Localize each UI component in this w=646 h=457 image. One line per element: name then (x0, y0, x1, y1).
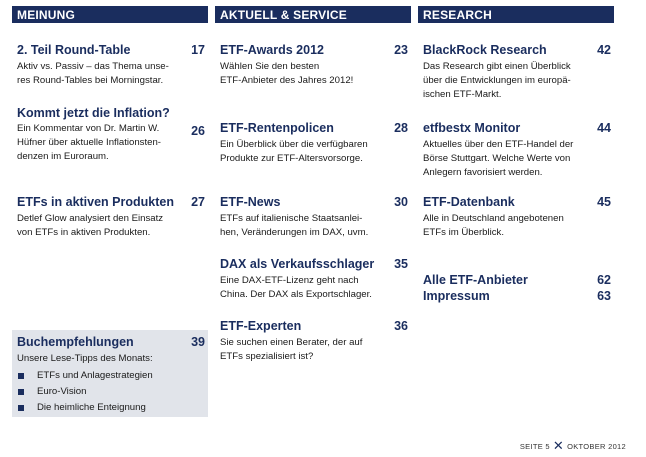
description-line: Aktuelles über den ETF-Handel der (423, 139, 574, 150)
toc-entry[interactable] (220, 120, 408, 166)
description-line: Das Research gibt einen Überblick (423, 61, 571, 72)
entry-page-number[interactable]: 17 (191, 43, 205, 57)
entry-description (17, 122, 205, 165)
entry-page-number[interactable]: 36 (394, 319, 408, 333)
toc-entry[interactable] (220, 256, 408, 302)
description-line: Ein Kommentar von Dr. Martin W. (17, 123, 160, 134)
entry-description (220, 60, 408, 88)
description-line: Wählen Sie den besten (220, 61, 320, 72)
list-item (17, 384, 205, 400)
entry-description (423, 60, 611, 103)
description-line: Detlef Glow analysiert den Einsatz (17, 213, 164, 224)
toc-entry[interactable] (17, 42, 205, 88)
description-line: ischen ETF-Markt. (423, 89, 502, 101)
description-line: Unsere Lese-Tipps des Monats: (17, 353, 153, 364)
book-title: Euro-Vision (37, 386, 87, 398)
square-bullet-icon (18, 389, 24, 395)
entry-title[interactable]: ETFs in aktiven Produkten (17, 195, 174, 209)
page-footer (519, 438, 626, 453)
description-line: Börse Stuttgart. Welche Werte von (423, 153, 571, 165)
entry-description (423, 138, 611, 181)
entry-title[interactable]: Impressum (423, 289, 490, 303)
description-line: denzen im Euroraum. (17, 151, 109, 163)
column-aktuell-service (215, 6, 411, 363)
description-line: ETF-Anbieter des Jahres 2012! (220, 75, 354, 87)
toc-entry[interactable] (17, 334, 205, 416)
entry-page-number[interactable]: 28 (394, 121, 408, 135)
list-item (17, 368, 205, 384)
entry-title[interactable]: ETF-Awards 2012 (220, 43, 324, 57)
column-research (418, 6, 614, 303)
description-line: Hüfner über aktuelle Inflationsten- (17, 137, 161, 149)
description-line: Aktiv vs. Passiv – das Thema unse- (17, 61, 169, 72)
entry-title[interactable]: ETF-Datenbank (423, 195, 515, 209)
description-line: res Round-Tables bei Morningstar. (17, 75, 164, 87)
column-header-research: RESEARCH (418, 6, 614, 23)
description-line: ETFs auf italienische Staatsanlei- (220, 213, 363, 224)
books-intro (17, 352, 205, 366)
description-line: Anlegern favorisiert werden. (423, 167, 543, 179)
description-line: Alle in Deutschland angebotenen (423, 213, 564, 224)
toc-entry[interactable] (423, 288, 611, 304)
description-line: Sie suchen einen Berater, der auf (220, 337, 363, 348)
entry-page-number[interactable]: 44 (597, 121, 611, 135)
entry-page-number[interactable]: 63 (597, 289, 611, 303)
entry-title[interactable]: Buchempfehlungen (17, 335, 134, 349)
entry-title[interactable]: Alle ETF-Anbieter (423, 273, 528, 287)
book-title: Die heimliche Enteignung (37, 402, 146, 414)
issue-date: OKTOBER 2012 (567, 441, 626, 451)
book-title: ETFs und Anlagestrategien (37, 370, 153, 382)
square-bullet-icon (18, 373, 24, 379)
entry-description (17, 60, 205, 88)
entry-page-number[interactable]: 30 (394, 195, 408, 209)
entry-title[interactable]: ETF-News (220, 195, 281, 209)
toc-entry[interactable] (220, 318, 408, 364)
x-logo-icon: ✕ (552, 438, 565, 453)
entry-page-number[interactable]: 27 (191, 195, 205, 209)
description-line: Eine DAX-ETF-Lizenz geht nach (220, 275, 359, 286)
entry-description (220, 274, 408, 302)
toc-entry[interactable] (423, 272, 611, 288)
toc-entry[interactable] (423, 42, 611, 103)
entry-title[interactable]: BlackRock Research (423, 43, 547, 57)
entry-description (423, 212, 611, 240)
page-number-label: SEITE 5 (519, 441, 550, 451)
book-list (17, 368, 205, 416)
entry-title[interactable]: DAX als Verkaufsschlager (220, 257, 375, 271)
description-line: von ETFs in aktiven Produkten. (17, 227, 151, 239)
toc-entry[interactable] (423, 120, 611, 181)
column-header-aktuell: AKTUELL & SERVICE (215, 6, 411, 23)
entry-page-number[interactable]: 35 (394, 257, 408, 271)
description-line: über die Entwicklungen im europä- (423, 75, 571, 87)
description-line: ETFs spezialisiert ist? (220, 351, 314, 363)
column-meinung (12, 6, 208, 239)
book-recommendations-box (12, 330, 208, 417)
entry-page-number[interactable]: 42 (597, 43, 611, 57)
description-line: Produkte zur ETF-Altersvorsorge. (220, 153, 363, 165)
entry-page-number[interactable]: 39 (191, 335, 205, 349)
entry-page-number[interactable]: 23 (394, 43, 408, 57)
description-line: Ein Überblick über die verfügbaren (220, 139, 368, 150)
toc-entry[interactable] (423, 194, 611, 240)
toc-entry[interactable] (17, 123, 205, 165)
toc-entry[interactable] (220, 194, 408, 240)
column-header-meinung: MEINUNG (12, 6, 208, 23)
entry-title[interactable]: ETF-Experten (220, 319, 302, 333)
entry-description (220, 138, 408, 166)
description-line: ETFs im Überblick. (423, 227, 505, 239)
toc-entry[interactable] (17, 105, 205, 121)
entry-description (17, 212, 205, 240)
list-item (17, 400, 205, 416)
description-line: hen, Veränderungen im DAX, uvm. (220, 227, 369, 239)
toc-entry[interactable] (220, 42, 408, 88)
entry-title[interactable]: ETF-Rentenpolicen (220, 121, 334, 135)
entry-page-number[interactable]: 26 (191, 124, 205, 138)
toc-entry[interactable] (17, 194, 205, 240)
entry-title[interactable]: etfbestx Monitor (423, 121, 521, 135)
entry-title[interactable]: 2. Teil Round-Table (17, 43, 131, 57)
description-line: China. Der DAX als Exportschlager. (220, 289, 372, 301)
entry-title[interactable]: Kommt jetzt die Inflation? (17, 106, 170, 120)
entry-page-number[interactable]: 62 (597, 273, 611, 287)
square-bullet-icon (18, 405, 24, 411)
entry-page-number[interactable]: 45 (597, 195, 611, 209)
entry-description (220, 336, 408, 364)
entry-description (220, 212, 408, 240)
